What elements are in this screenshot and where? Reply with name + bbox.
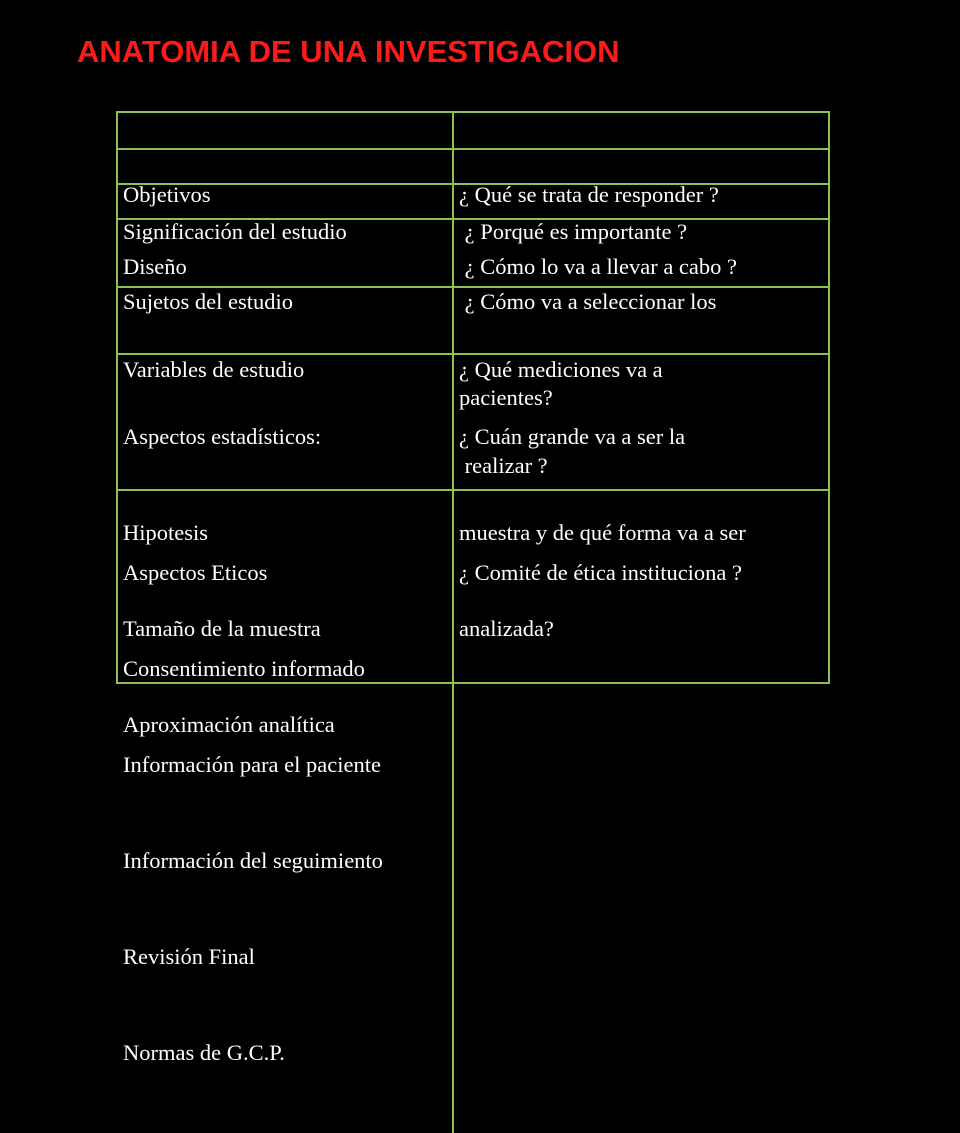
cell-line: Consentimiento informado <box>123 656 365 681</box>
cell-line: ¿ Qué mediciones va a <box>459 357 663 382</box>
table-cell-topic <box>118 220 454 314</box>
cell-line: Diseño <box>123 254 187 279</box>
cell-line: Variables de estudio <box>123 357 305 382</box>
cell-line: Revisión Final <box>123 944 255 969</box>
research-anatomy-table <box>116 111 830 1065</box>
cell-line: Aproximación analítica <box>123 712 335 737</box>
cell-line: Información del seguimiento <box>123 848 383 873</box>
cell-line: Significación del estudio <box>123 219 347 244</box>
cell-line: Información para el paciente <box>123 752 381 777</box>
table-row-eticos <box>118 489 828 1133</box>
cell-line: analizada? <box>459 616 554 641</box>
table-cell-question <box>454 491 828 1133</box>
cell-line: Aspectos estadísticos: <box>123 424 322 449</box>
cell-line: realizar ? <box>459 453 548 478</box>
cell-line: Normas de G.C.P. <box>123 1040 285 1065</box>
cell-line: pacientes? <box>459 385 553 410</box>
table-cell-topic <box>118 491 454 1133</box>
cell-line: Tamaño de la muestra <box>123 616 321 641</box>
cell-line: Aspectos Eticos <box>123 560 268 585</box>
cell-line: ¿ Qué se trata de responder ? <box>459 182 719 207</box>
cell-line: ¿ Cuán grande va a ser la <box>459 424 686 449</box>
cell-line: ¿ Cómo lo va a llevar a cabo ? <box>459 254 738 279</box>
slide-title: ANATOMIA DE UNA INVESTIGACION <box>77 34 620 69</box>
cell-line: ¿ Porqué es importante ? <box>459 219 688 244</box>
cell-line: ¿ Comité de ética instituciona ? <box>459 560 743 585</box>
table-cell-topic <box>118 288 454 382</box>
cell-line: Objetivos <box>123 182 211 207</box>
cell-line: Sujetos del estudio <box>123 289 293 314</box>
table-row-objetivos <box>118 113 828 207</box>
cell-line: Hipotesis <box>123 520 209 545</box>
table-cell-question <box>454 113 828 207</box>
table-cell-topic <box>118 113 454 207</box>
cell-line: ¿ Cómo va a seleccionar los <box>459 289 717 314</box>
cell-line: muestra y de qué forma va a ser <box>459 520 746 545</box>
